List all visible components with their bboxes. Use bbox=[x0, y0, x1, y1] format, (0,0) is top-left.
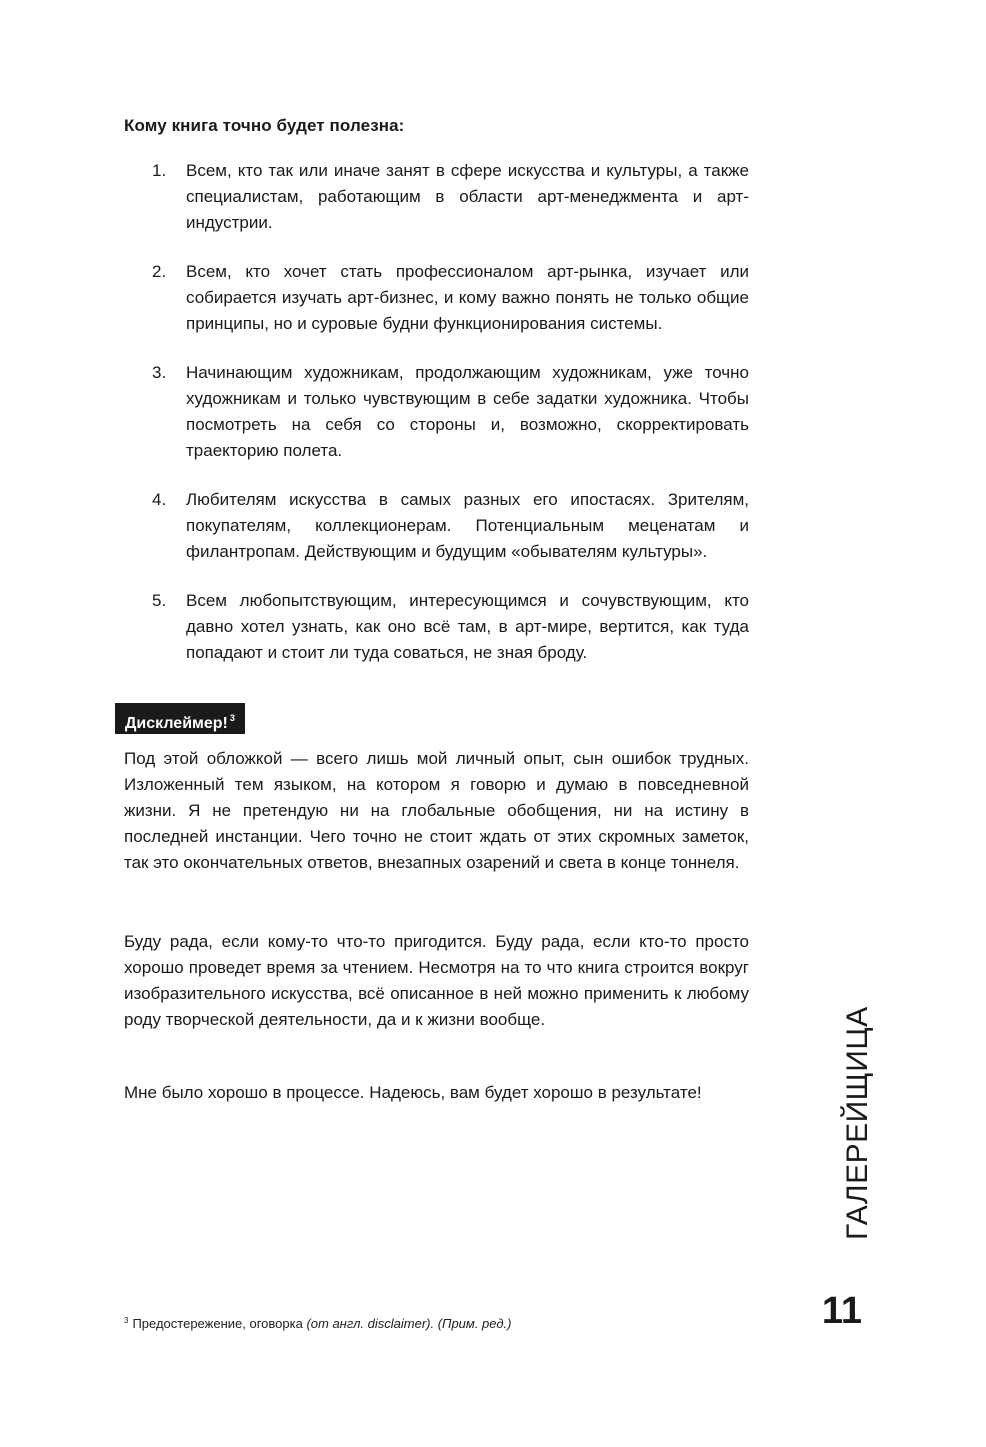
list-item-text: Всем любопытствующим, интересующимся и сочувствующим, кто давно хотел узнать, как оно всё там, в арт-мире, вертится, как туда попадают и стоит ли туда соваться, не зная броду. bbox=[186, 591, 749, 662]
list-item bbox=[152, 588, 749, 666]
paragraph: Мне было хорошо в процессе. Надеюсь, вам будет хорошо в результате! bbox=[124, 1083, 702, 1102]
list-item-text: Всем, кто хочет стать профессионалом арт-рынка, изучает или собирается изучать арт-бизнес, и кому важно понять не только общие принципы, но и суровые будни функционирования системы. bbox=[186, 262, 749, 333]
list-item-text: Начинающим художникам, продолжающим художникам, уже точно художникам и только чувствующим в себе задатки художника. Чтобы посмотреть на себя со стороны и, возможно, скорректировать траекторию полета. bbox=[186, 363, 749, 460]
list-item bbox=[152, 487, 749, 565]
list-item-number: 3. bbox=[152, 363, 167, 382]
list-item-text: Любителям искусства в самых разных его ипостасях. Зрителям, покупателям, коллекционерам. Потенциальным меценатам и филантропам. Действующим и будущим «обывателям культуры». bbox=[186, 490, 749, 561]
section-heading: Кому книга точно будет полезна: bbox=[124, 116, 405, 135]
list-item bbox=[152, 360, 749, 464]
footnote bbox=[124, 1316, 512, 1331]
footnote-text: Предостережение, оговорка bbox=[132, 1316, 303, 1331]
list-item-text: Всем, кто так или иначе занят в сфере искусства и культуры, а также специалистам, работающим в области арт-менеджмента и арт-индустрии. bbox=[186, 161, 749, 232]
list-item-number: 4. bbox=[152, 490, 167, 509]
benefit-list bbox=[152, 158, 749, 689]
footnote-ref: 3 bbox=[229, 713, 235, 723]
disclaimer-label: Дисклеймер! bbox=[125, 715, 228, 732]
footnote-italic: (от англ. disclaimer). (Прим. ред.) bbox=[306, 1316, 512, 1331]
list-item-number: 1. bbox=[152, 161, 167, 180]
list-item bbox=[152, 259, 749, 337]
footnote-number: 3 bbox=[124, 1316, 129, 1325]
list-item-number: 2. bbox=[152, 262, 167, 281]
list-item bbox=[152, 158, 749, 236]
paragraph: Буду рада, если кому-то что-то пригодится. Буду рада, если кто-то просто хорошо проведет время за чтением. Несмотря на то что книга строится вокруг изобразительного искусства, всё описанное в ней можно применить к любому роду творческой деятельности, да и к жизни вообще. bbox=[124, 932, 749, 1029]
paragraph: Под этой обложкой — всего лишь мой личный опыт, сын ошибок трудных. Изложенный тем языком, на котором я говорю и думаю в повседневной жизни. Я не претендую ни на глобальные обобщения, ни на истину в последней инстанции. Чего точно не стоит ждать от этих скромных заметок, так это окончательных ответов, внезапных озарений и света в конце тоннеля. bbox=[124, 749, 749, 872]
page-number: 11 bbox=[821, 1290, 862, 1332]
disclaimer-badge bbox=[115, 703, 245, 734]
running-title: ГАЛЕРЕЙЩИЦА bbox=[841, 1006, 874, 1240]
list-item-number: 5. bbox=[152, 591, 167, 610]
